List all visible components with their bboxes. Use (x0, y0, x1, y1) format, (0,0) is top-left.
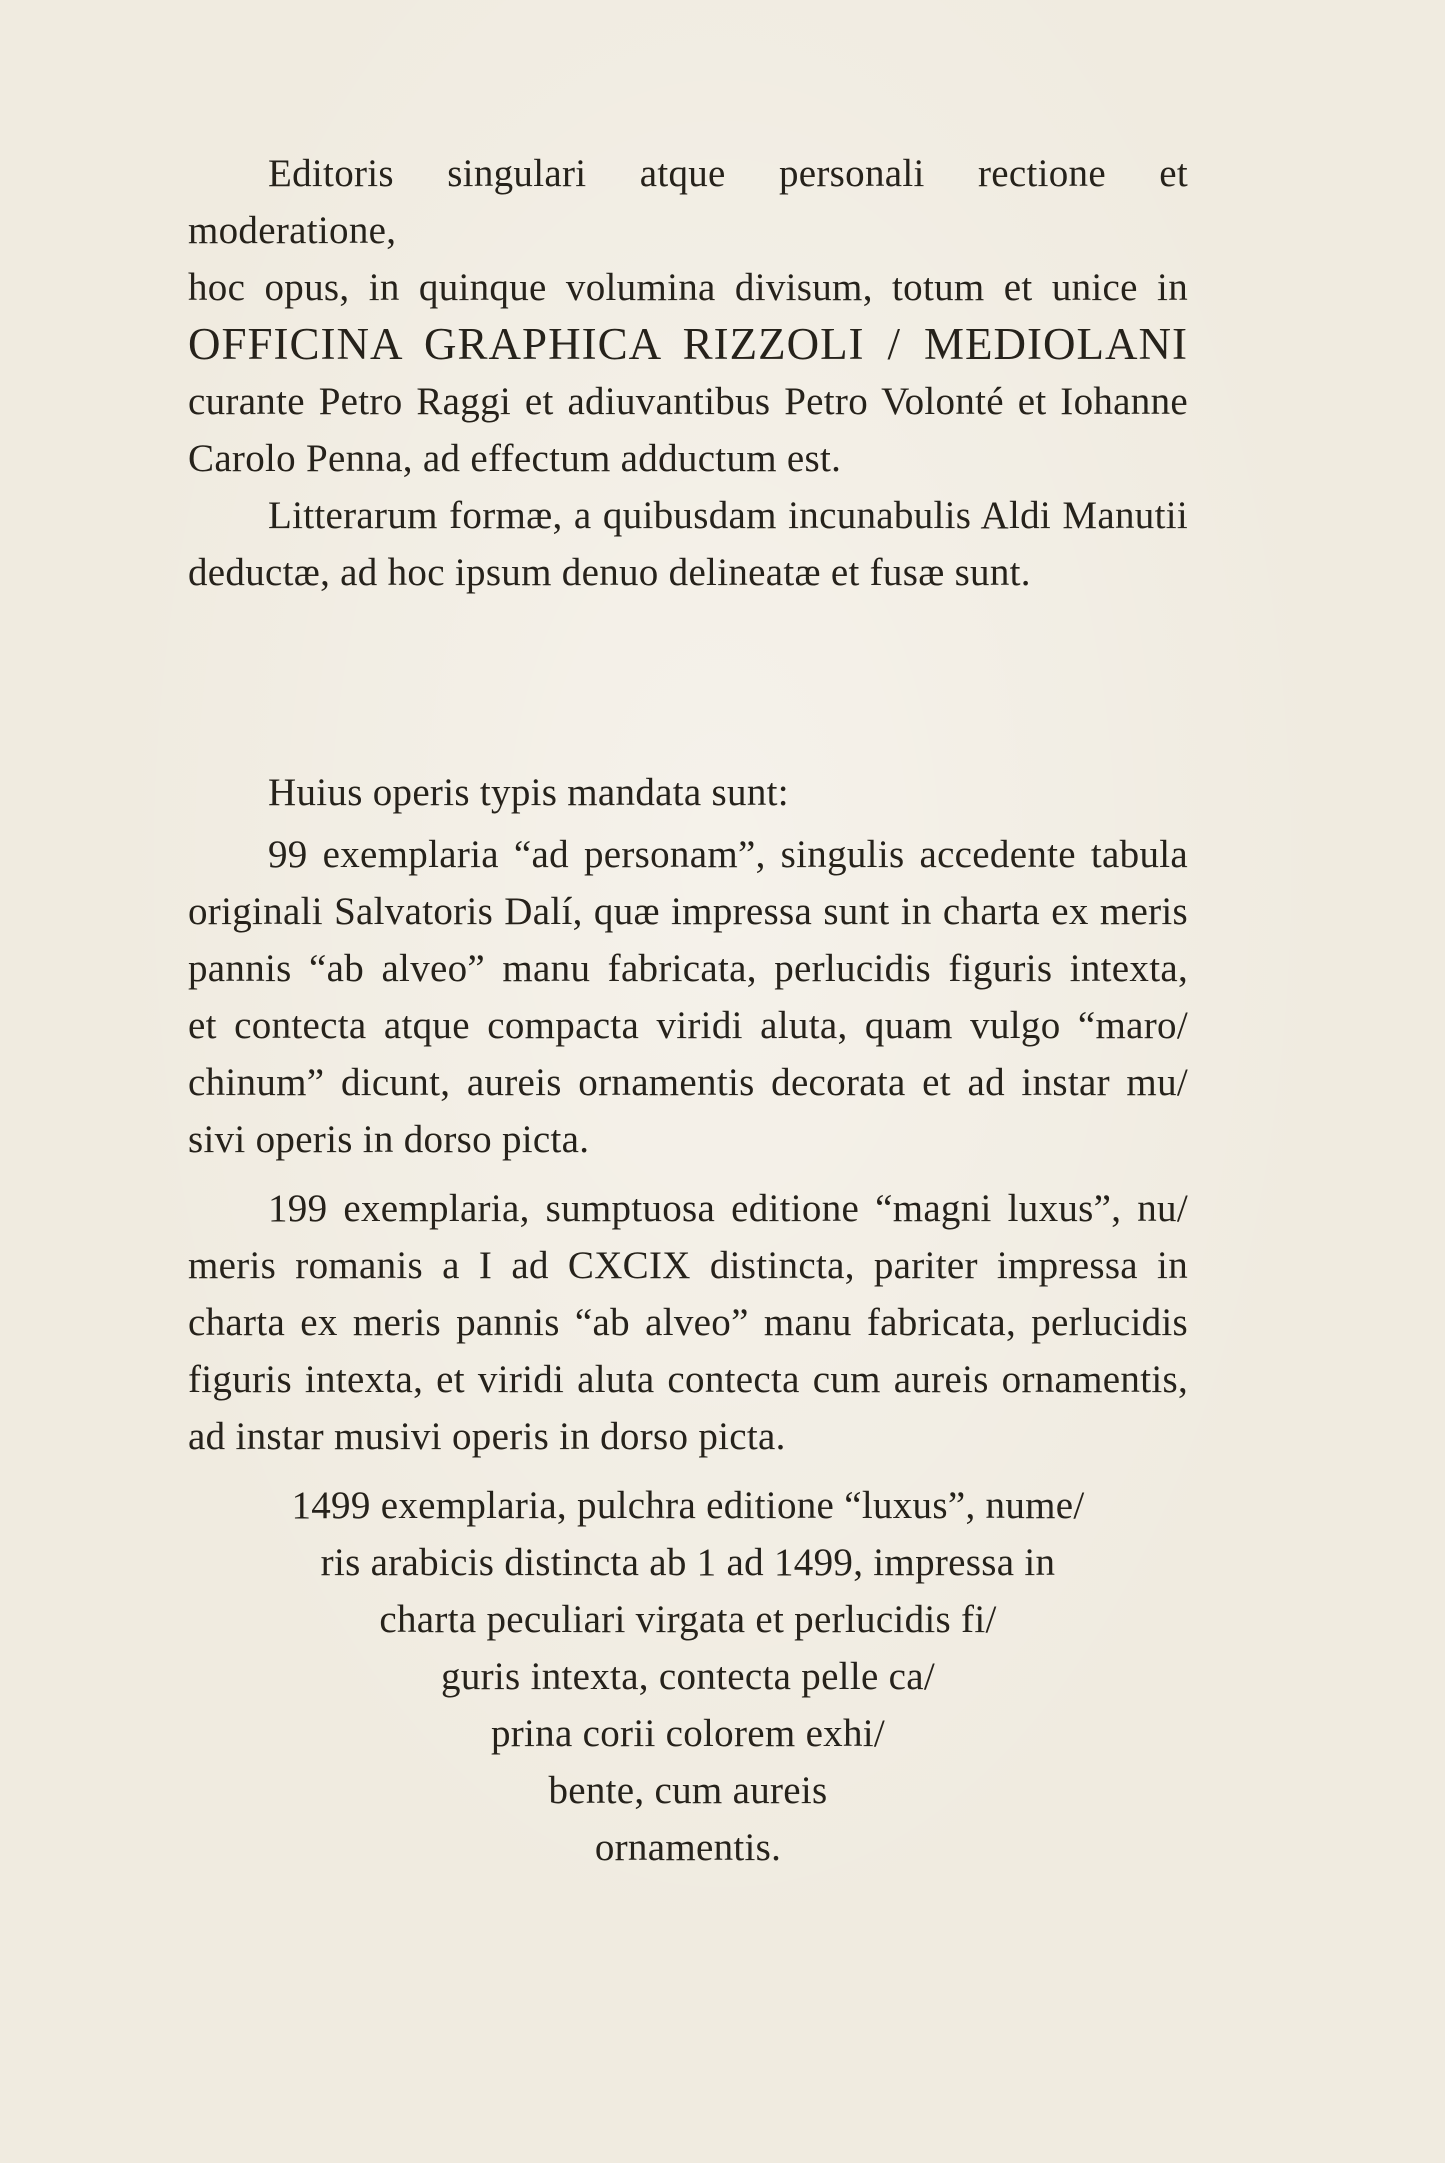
colophon-line: bente, cum aureis (548, 1769, 828, 1812)
edition-heading (188, 764, 1188, 821)
colophon-line: sivi operis in dorso picta. (188, 1118, 590, 1161)
colophon-line: 1499 exemplaria, pulchra editione “luxus”, nume/ (291, 1484, 1085, 1527)
colophon-line: et contecta atque compacta viridi aluta, quam vulgo “maro/ (188, 1004, 1188, 1047)
colophon-line: guris intexta, contecta pelle ca/ (441, 1655, 935, 1698)
colophon-line: hoc opus, in quinque volumina divisum, totum et unice in (188, 266, 1188, 309)
paragraph-typeface-note (188, 487, 1188, 601)
colophon-line: ris arabicis distincta ab 1 ad 1499, impressa in (320, 1541, 1056, 1584)
colophon-line: pannis “ab alveo” manu fabricata, perlucidis figuris intexta, (188, 947, 1188, 990)
colophon-line: ornamentis. (594, 1826, 782, 1869)
colophon-line: deductæ, ad hoc ipsum denuo delineatæ et fusæ sunt. (188, 551, 1031, 594)
colophon-line: Editoris singulari atque personali rectione et moderatione, (188, 152, 1188, 252)
paragraph-199-copies (188, 1180, 1188, 1465)
colophon-line: charta peculiari virgata et perlucidis fi/ (379, 1598, 997, 1641)
edition-heading-line: Huius operis typis mandata sunt: (268, 771, 789, 814)
colophon-line: chinum” dicunt, aureis ornamentis decorata et ad instar mu/ (188, 1061, 1188, 1104)
officina-caps-line: OFFICINA GRAPHICA RIZZOLI / MEDIOLANI (188, 319, 1188, 369)
colophon-line: meris romanis a I ad CXCIX distincta, pariter impressa in (188, 1244, 1188, 1287)
paragraph-1499-copies (188, 1477, 1188, 1876)
colophon-line: 199 exemplaria, sumptuosa editione “magni luxus”, nu/ (268, 1187, 1188, 1230)
colophon-line: Carolo Penna, ad effectum adductum est. (188, 437, 842, 480)
colophon-line: curante Petro Raggi et adiuvantibus Petro Volonté et Iohanne (188, 380, 1188, 423)
colophon-line: 99 exemplaria “ad personam”, singulis accedente tabula (268, 833, 1188, 876)
paragraph-99-copies (188, 826, 1188, 1168)
colophon-line: figuris intexta, et viridi aluta contecta cum aureis ornamentis, (188, 1358, 1188, 1401)
colophon-line: originali Salvatoris Dalí, quæ impressa sunt in charta ex meris (188, 890, 1188, 933)
colophon-line: charta ex meris pannis “ab alveo” manu fabricata, perlucidis (188, 1301, 1188, 1344)
colophon-text-block (188, 145, 1188, 1876)
colophon-line: ad instar musivi operis in dorso picta. (188, 1415, 786, 1458)
colophon-line: Litterarum formæ, a quibusdam incunabulis Aldi Manutii (268, 494, 1188, 537)
paragraph-editor-imprint (188, 145, 1188, 487)
colophon-line: prina corii colorem exhi/ (490, 1712, 886, 1755)
